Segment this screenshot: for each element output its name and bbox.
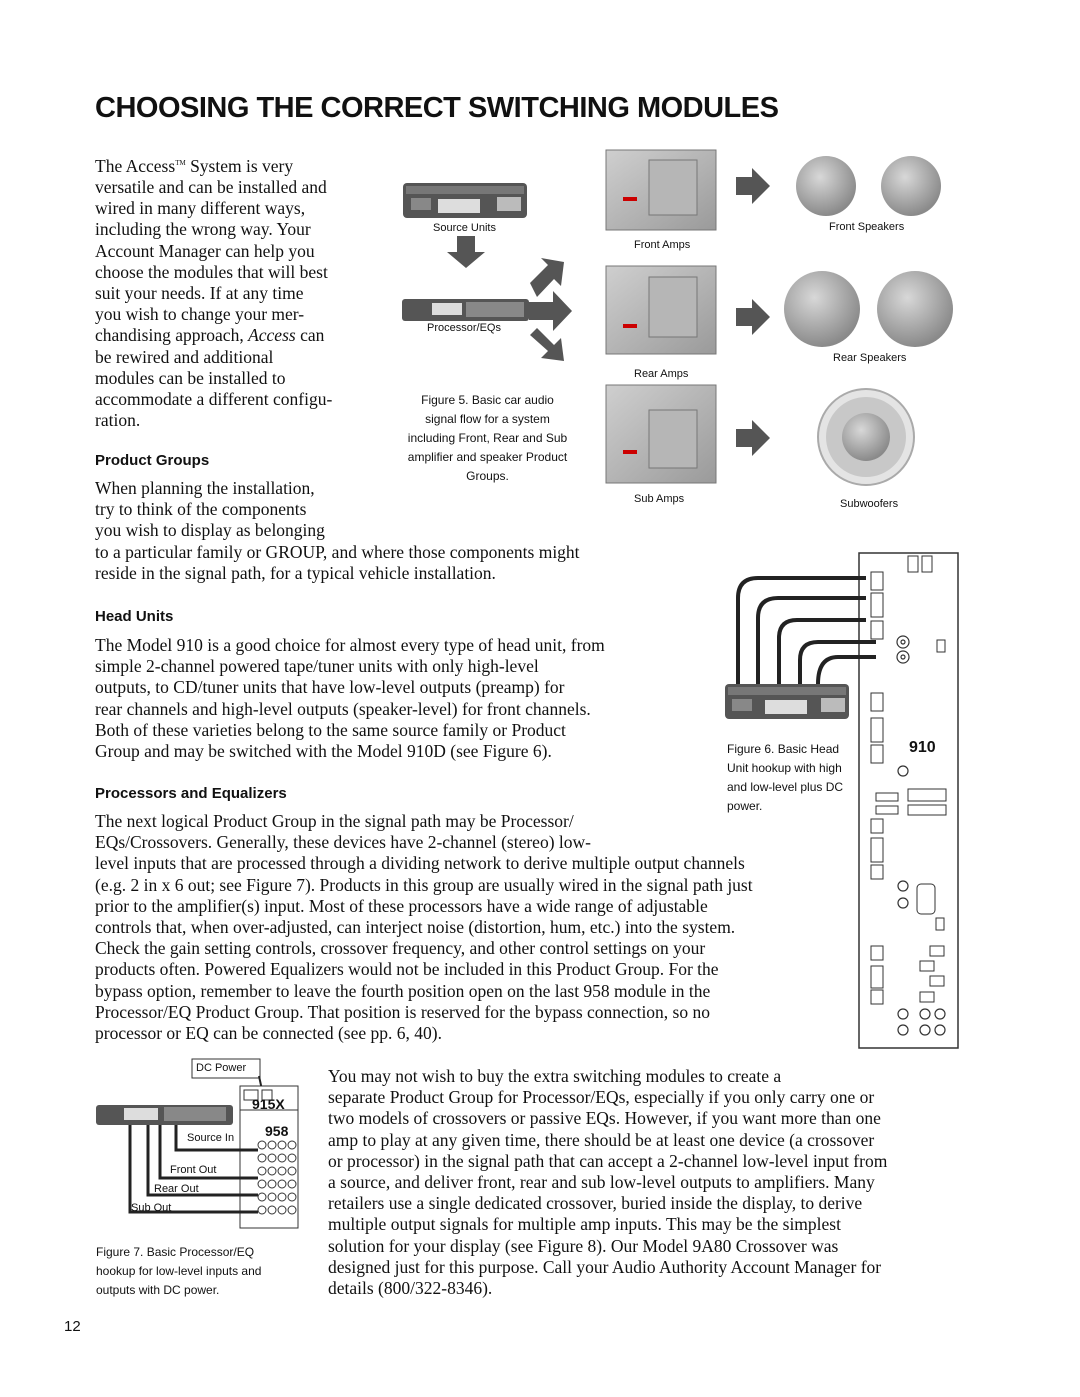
- text-line: or processor) in the signal path that can accept a 2-channel low-level input from: [328, 1150, 888, 1171]
- text-line: processor or EQ can be connected (see pp. 6, 40).: [95, 1023, 442, 1044]
- text-line: multiple output signals for multiple amp inputs. This may be the simplest: [328, 1214, 841, 1235]
- caption-line: outputs with DC power.: [96, 1283, 220, 1297]
- product-groups-heading: Product Groups: [95, 452, 210, 469]
- text-line: (e.g. 2 in x 6 out; see Figure 7). Products in this group are usually wired in the signal path just: [95, 874, 753, 895]
- label-source-in: Source In: [187, 1132, 235, 1144]
- text-line: bypass option, remember to leave the fourth position open on the last 958 module in the: [95, 980, 711, 1001]
- label-958: 958: [265, 1123, 289, 1139]
- label-rear-amps: Rear Amps: [634, 368, 689, 380]
- text-line: details (800/322-8346).: [328, 1278, 493, 1299]
- caption-line: signal flow for a system: [425, 412, 550, 426]
- text-line: solution for your display (see Figure 8). Our Model 9A80 Crossover was: [328, 1235, 839, 1256]
- caption-line: Groups.: [466, 469, 509, 483]
- label-sub-out: Sub Out: [131, 1202, 172, 1214]
- text-line: products often. Powered Equalizers would not be included in this Product Group. For the: [95, 959, 719, 980]
- text-line: Check the gain setting controls, crossover frequency, and other control settings on your: [95, 938, 706, 959]
- processors-heading: Processors and Equalizers: [95, 785, 287, 802]
- intro-line: ration.: [95, 410, 141, 431]
- text-line: outputs, to CD/tuner units that have low-level outputs (preamp) for: [95, 677, 565, 698]
- text-line: to a particular family or GROUP, and where those components might: [95, 541, 580, 562]
- text-line: rear channels and high-level outputs (speaker-level) for front channels.: [95, 698, 591, 719]
- label-sub-amps: Sub Amps: [634, 493, 685, 505]
- caption-line: power.: [727, 799, 763, 813]
- processor-unit-icon: [96, 1105, 233, 1125]
- intro-line: you wish to change your mer-: [95, 304, 305, 325]
- intro-line: versatile and can be installed and: [95, 177, 327, 198]
- caption-line: Figure 6. Basic Head: [727, 742, 840, 756]
- intro-line-9: chandising approach, Access can: [95, 325, 325, 346]
- text-line: Both of these varieties belong to the same source family or Product: [95, 719, 566, 740]
- page-title: CHOOSING THE CORRECT SWITCHING MODULES: [95, 92, 779, 124]
- label-source-units: Source Units: [433, 222, 496, 234]
- label-dc-power: DC Power: [196, 1062, 247, 1074]
- caption-line: Figure 7. Basic Processor/EQ: [96, 1245, 255, 1259]
- caption-line: Figure 5. Basic car audio: [421, 393, 554, 407]
- text-line: try to think of the components: [95, 499, 307, 520]
- caption-line: and low-level plus DC: [727, 780, 844, 794]
- label-front-speakers: Front Speakers: [829, 221, 905, 233]
- text-line: Processor/EQ Product Group. That position is reserved for the bypass connection, so no: [95, 1001, 710, 1022]
- label-rear-speakers: Rear Speakers: [833, 352, 907, 364]
- label-front-out: Front Out: [170, 1164, 217, 1176]
- intro-line: including the wrong way. Your: [95, 219, 311, 240]
- text-line: simple 2-channel powered tape/tuner units with only high-level: [95, 656, 539, 677]
- figure-7-caption: [96, 1243, 261, 1300]
- text-line: a source, and deliver front, rear and sub low-level outputs to amplifiers. Many: [328, 1172, 875, 1193]
- intro-line-1: The Access™ System is very: [95, 155, 294, 176]
- label-subwoofers: Subwoofers: [840, 498, 899, 510]
- text-line: two models of crossovers or passive EQs. However, if you want more than one: [328, 1108, 881, 1129]
- text-line: You may not wish to buy the extra switching modules to create a: [328, 1066, 782, 1086]
- head-units-heading: Head Units: [95, 608, 174, 625]
- text-line: prior to the amplifier(s) input. Most of these processors have a wide range of adjustable: [95, 895, 708, 916]
- label-915x: 915X: [252, 1096, 285, 1112]
- text-line: The next logical Product Group in the signal path may be Processor/: [95, 811, 574, 831]
- text-line: retailers use a single dedicated crossover, buried inside the display, to derive: [328, 1193, 863, 1214]
- text-line: The Model 910 is a good choice for almost every type of head unit, from: [95, 635, 605, 655]
- text-line: EQs/Crossovers. Generally, these devices have 2-channel (stereo) low-: [95, 832, 591, 853]
- page-number: 12: [64, 1318, 81, 1335]
- text-line: reside in the signal path, for a typical vehicle installation.: [95, 562, 496, 583]
- intro-line: accommodate a different configu-: [95, 389, 333, 410]
- caption-line: Unit hookup with high: [727, 761, 842, 775]
- text-line: level inputs that are processed through a dividing network to derive multiple output channels: [95, 853, 745, 874]
- label-processor-eqs: Processor/EQs: [427, 322, 501, 334]
- text-line: separate Product Group for Processor/EQs, especially if you only carry one or: [328, 1087, 875, 1108]
- intro-line: Account Manager can help you: [95, 240, 315, 261]
- caption-line: including Front, Rear and Sub: [407, 431, 568, 445]
- intro-line: modules can be installed to: [95, 367, 286, 388]
- text-line: designed just for this purpose. Call your Audio Authority Account Manager for: [328, 1256, 882, 1277]
- intro-line: suit your needs. If at any time: [95, 283, 304, 304]
- text-line: Group and may be switched with the Model 910D (see Figure 6).: [95, 741, 552, 762]
- intro-line: wired in many different ways,: [95, 198, 306, 219]
- intro-line: be rewired and additional: [95, 346, 274, 367]
- text-line: controls that, when over-adjusted, can interject noise (distortion, hum, etc.) into the system.: [95, 917, 736, 938]
- text-line: amp to play at any given time, there should be at least one device (a crossover: [328, 1129, 875, 1150]
- caption-line: hookup for low-level inputs and: [96, 1264, 262, 1278]
- label-front-amps: Front Amps: [634, 239, 691, 251]
- text-line: you wish to display as belonging: [95, 520, 325, 541]
- model-910-label: 910: [909, 739, 936, 756]
- text-line: When planning the installation,: [95, 478, 315, 498]
- label-rear-out: Rear Out: [154, 1183, 199, 1195]
- intro-line: choose the modules that will best: [95, 261, 328, 282]
- caption-line: amplifier and speaker Product: [407, 450, 568, 464]
